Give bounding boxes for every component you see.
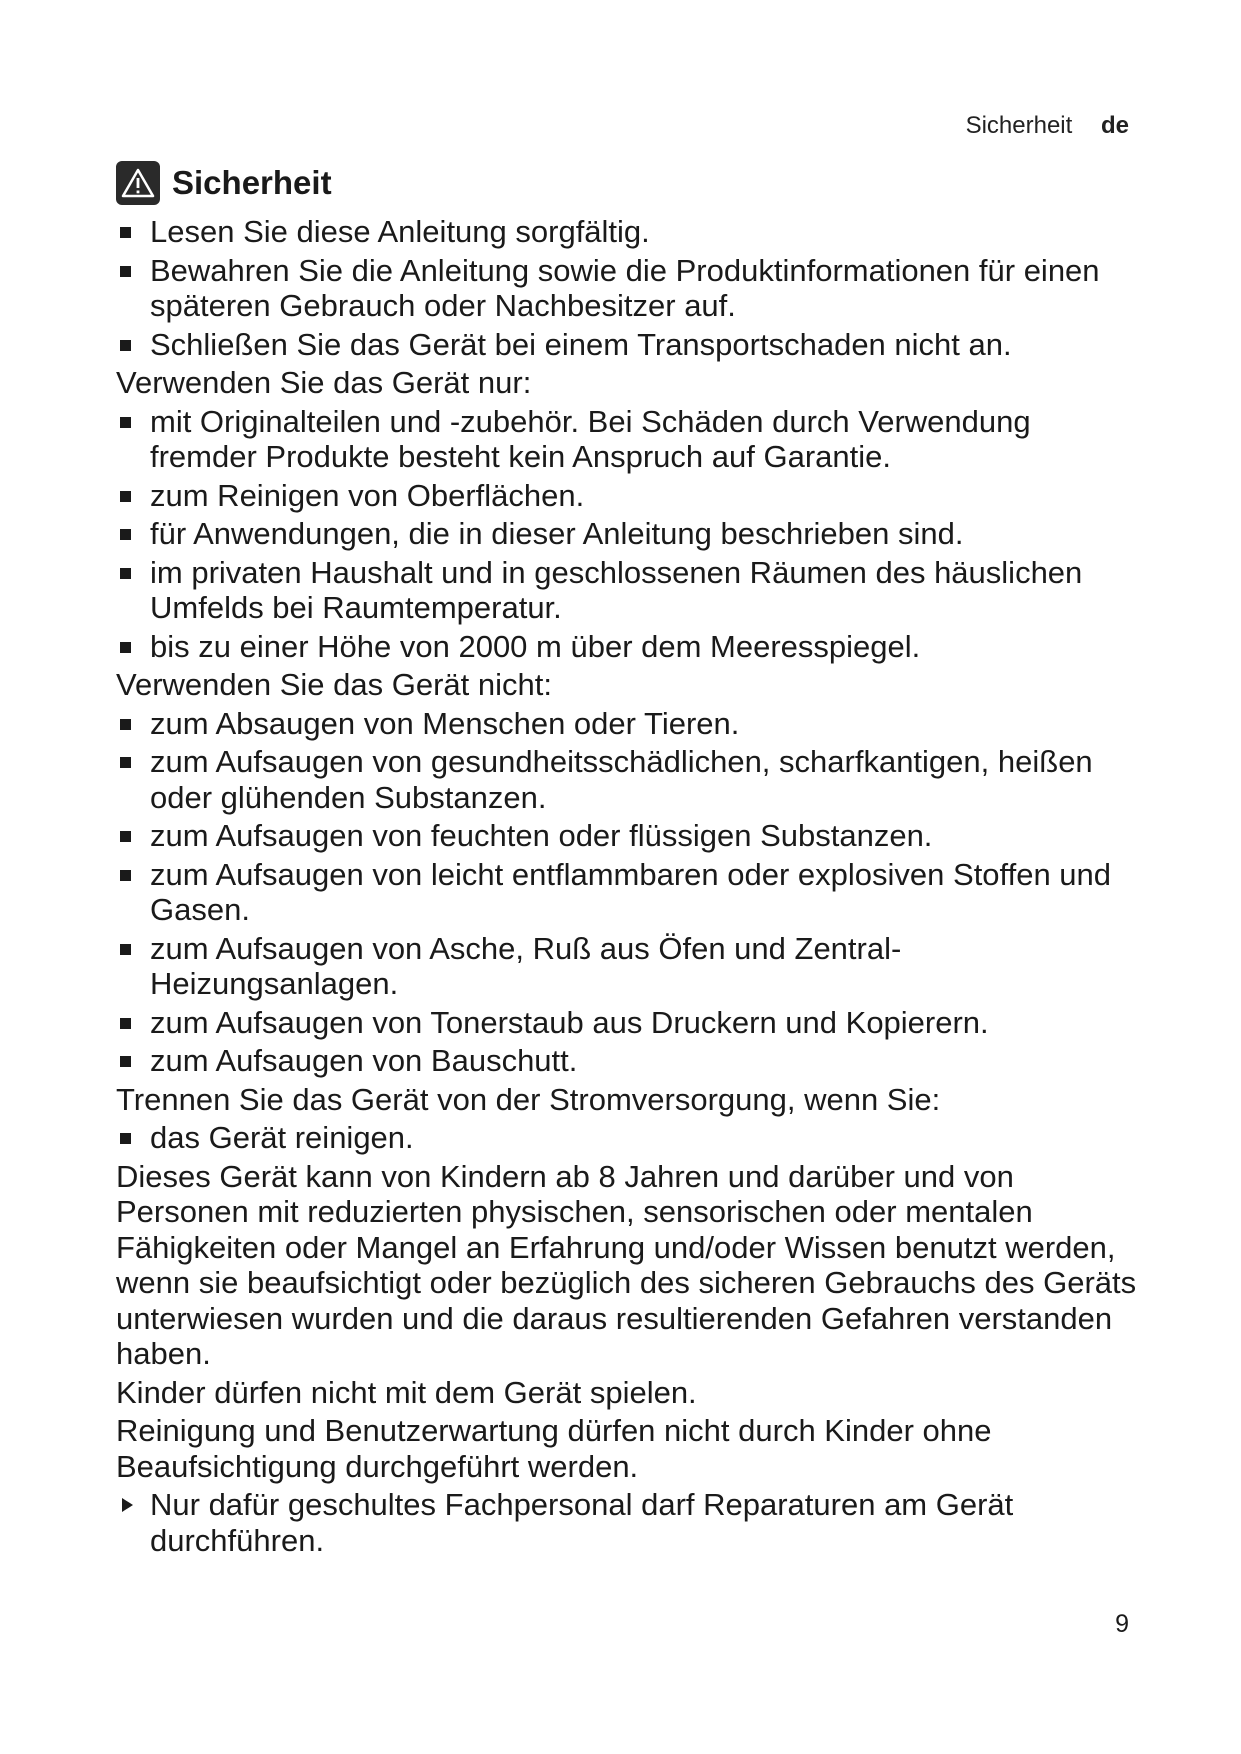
header-language-code: de [1100, 112, 1129, 139]
section-heading [116, 158, 1146, 208]
section-title: Sicherheit [172, 164, 332, 201]
bullet-item: zum Absaugen von Menschen oder Tieren. [116, 706, 1146, 742]
bullet-item: Lesen Sie diese Anleitung sorgfältig. [116, 214, 1146, 250]
paragraph: Kinder dürfen nicht mit dem Gerät spielen. [116, 1374, 697, 1410]
paragraph: Verwenden Sie das Gerät nicht: [116, 667, 552, 702]
bullet-item: zum Aufsaugen von gesundheitsschädlichen, scharfkantigen, heißen oder glühenden Substanzen. [116, 744, 1146, 815]
page-header [966, 112, 1129, 140]
page-number: 9 [1115, 1610, 1129, 1638]
bullet-item: bis zu einer Höhe von 2000 m über dem Meeresspiegel. [116, 629, 1146, 665]
header-section-title: Sicherheit [965, 112, 1073, 139]
bullet-item: zum Aufsaugen von Asche, Ruß aus Öfen und Zentral-Heizungsanlagen. [116, 931, 1146, 1002]
bullet-item: zum Reinigen von Oberflächen. [116, 478, 1146, 514]
bullet-item: Schließen Sie das Gerät bei einem Transportschaden nicht an. [116, 327, 1146, 363]
warning-triangle-icon [116, 161, 160, 205]
bullet-item: mit Originalteilen und -zubehör. Bei Schäden durch Verwendung fremder Produkte besteht kein Anspruch auf Garantie. [116, 404, 1146, 475]
paragraph: Trennen Sie das Gerät von der Stromversorgung, wenn Sie: [116, 1081, 941, 1117]
bullet-item: zum Aufsaugen von leicht entflammbaren oder explosiven Stoffen und Gasen. [116, 857, 1146, 928]
bullet-item: für Anwendungen, die in dieser Anleitung beschrieben sind. [116, 516, 1146, 552]
paragraph: Verwenden Sie das Gerät nur: [116, 365, 532, 400]
paragraph: Reinigung und Benutzerwartung dürfen nicht durch Kinder ohne Beaufsichtigung durchgeführt werden. [116, 1413, 992, 1484]
bullet-item: zum Aufsaugen von feuchten oder flüssigen Substanzen. [116, 818, 1146, 854]
bullet-item: zum Aufsaugen von Bauschutt. [116, 1043, 1146, 1079]
bullet-item: Bewahren Sie die Anleitung sowie die Produktinformationen für einen späteren Gebrauch oder Nachbesitzer auf. [116, 253, 1146, 324]
bullet-item: im privaten Haushalt und in geschlossenen Räumen des häuslichen Umfelds bei Raumtemperatur. [116, 555, 1146, 626]
paragraph: Dieses Gerät kann von Kindern ab 8 Jahren und darüber und von Personen mit reduzierten physischen, sensorischen oder mentalen Fähigkeiten oder Mangel an Erfahrung und/oder Wissen benutzt werden, wenn sie beaufsichtigt oder bezüglich des sicheren Gebrauchs des Geräts unterwiesen wurden und die daraus resultierenden Gefahren verstanden haben. [116, 1158, 1137, 1371]
bullet-item: zum Aufsaugen von Tonerstaub aus Druckern und Kopierern. [116, 1005, 1146, 1041]
instruction-item: Nur dafür geschultes Fachpersonal darf Reparaturen am Gerät durchführen. [116, 1487, 1146, 1558]
bullet-item: das Gerät reinigen. [116, 1120, 1146, 1156]
page-content [116, 158, 1146, 1561]
safety-text-body [116, 214, 1146, 1558]
